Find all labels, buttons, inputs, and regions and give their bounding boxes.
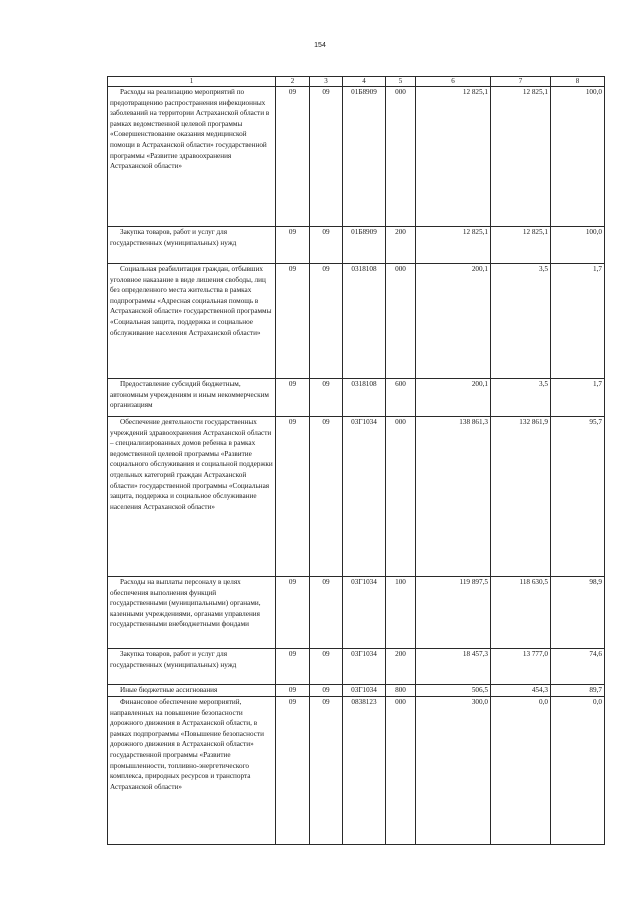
cell-approved: 119 897,5 [416,577,491,649]
cell-section: 09 [276,417,310,577]
cell-approved: 506,5 [416,685,491,697]
cell-subsection: 09 [310,577,343,649]
cell-target-article: 03Г1034 [343,649,386,685]
cell-section: 09 [276,264,310,379]
row-name: Предоставление субсидий бюджетным, автономным учреждениям и иным некоммерческим организациям [108,379,276,417]
cell-subsection: 09 [310,649,343,685]
cell-target-article: 03Г1034 [343,685,386,697]
cell-expense-type: 600 [386,379,416,417]
cell-subsection: 09 [310,87,343,227]
cell-subsection: 09 [310,379,343,417]
table-row [108,417,605,577]
row-name: Расходы на реализацию мероприятий по предотвращению распространения инфекционных заболеваний на территории Астраханской области в рамках ведомственной целевой программы «Совершенствование оказания медицинской помощи в Астраханской области» государственной программы «Развитие здравоохранения Астраханской области» [108,87,276,227]
table-row [108,697,605,845]
column-number-row [108,77,605,87]
cell-percent: 95,7 [551,417,605,577]
cell-approved: 138 861,3 [416,417,491,577]
cell-target-article: 03Г1034 [343,417,386,577]
table-row [108,264,605,379]
column-header: 1 [108,77,276,87]
column-header: 4 [343,77,386,87]
cell-executed: 118 630,5 [491,577,551,649]
cell-percent: 100,0 [551,227,605,264]
cell-expense-type: 000 [386,264,416,379]
cell-target-article: 01Б8909 [343,227,386,264]
cell-approved: 12 825,1 [416,227,491,264]
table-row [108,649,605,685]
cell-expense-type: 000 [386,697,416,845]
cell-approved: 12 825,1 [416,87,491,227]
cell-section: 09 [276,379,310,417]
cell-target-article: 03Г1034 [343,577,386,649]
cell-expense-type: 100 [386,577,416,649]
table-row [108,87,605,227]
row-name: Финансовое обеспечение мероприятий, направленных на повышение безопасности дорожного движения в Астраханской области, в рамках подпрограммы «Повышение безопасности дорожного движения в Астраханской области» государственной программы «Развитие промышленности, топливно-энергетического комплекса, природных ресурсов и транспорта Астраханской области» [108,697,276,845]
table-row [108,227,605,264]
cell-executed: 13 777,0 [491,649,551,685]
cell-expense-type: 200 [386,227,416,264]
row-name: Социальная реабилитация граждан, отбывших уголовное наказание в виде лишения свободы, лиц без определенного места жительства в рамках подпрограммы «Адресная социальная помощь в Астраханской области» государственной программы «Социальная защита, поддержка и социальное обслуживание населения Астраханской области» [108,264,276,379]
table-row [108,577,605,649]
cell-subsection: 09 [310,264,343,379]
cell-percent: 100,0 [551,87,605,227]
cell-approved: 300,0 [416,697,491,845]
row-name: Расходы на выплаты персоналу в целях обеспечения выполнения функций государственными (муниципальными) органами, казенными учреждениями, органами управления государственными внебюджетными фондами [108,577,276,649]
cell-percent: 74,6 [551,649,605,685]
cell-section: 09 [276,649,310,685]
column-header: 3 [310,77,343,87]
cell-executed: 12 825,1 [491,87,551,227]
cell-expense-type: 000 [386,417,416,577]
row-name: Обеспечение деятельности государственных учреждений здравоохранения Астраханской области – специализированных домов ребенка в рамках ведомственной целевой программы «Развитие социального обслуживания и социальной поддержки отдельных категорий граждан Астраханской области» государственной программы «Социальная защита, поддержка и социальное обслуживание населения Астраханской области» [108,417,276,577]
row-name: Закупка товаров, работ и услуг для государственных (муниципальных) нужд [108,649,276,685]
cell-section: 09 [276,87,310,227]
column-header: 8 [551,77,605,87]
table-row [108,379,605,417]
cell-executed: 12 825,1 [491,227,551,264]
cell-approved: 200,1 [416,264,491,379]
cell-section: 09 [276,685,310,697]
cell-expense-type: 800 [386,685,416,697]
table-row [108,685,605,697]
cell-executed: 132 861,9 [491,417,551,577]
column-header: 2 [276,77,310,87]
column-header: 6 [416,77,491,87]
cell-target-article: 0838123 [343,697,386,845]
cell-percent: 89,7 [551,685,605,697]
cell-expense-type: 000 [386,87,416,227]
cell-approved: 200,1 [416,379,491,417]
page-number: 154 [314,42,326,49]
cell-subsection: 09 [310,417,343,577]
budget-table [107,76,605,845]
cell-executed: 3,5 [491,264,551,379]
cell-target-article: 0318108 [343,264,386,379]
cell-percent: 98,9 [551,577,605,649]
row-name: Закупка товаров, работ и услуг для государственных (муниципальных) нужд [108,227,276,264]
cell-subsection: 09 [310,697,343,845]
cell-percent: 1,7 [551,264,605,379]
cell-target-article: 0318108 [343,379,386,417]
cell-subsection: 09 [310,685,343,697]
cell-subsection: 09 [310,227,343,264]
column-header: 5 [386,77,416,87]
cell-section: 09 [276,227,310,264]
cell-approved: 18 457,3 [416,649,491,685]
cell-section: 09 [276,697,310,845]
cell-executed: 0,0 [491,697,551,845]
row-name: Иные бюджетные ассигнования [108,685,276,697]
cell-percent: 1,7 [551,379,605,417]
column-header: 7 [491,77,551,87]
cell-target-article: 01Б8909 [343,87,386,227]
cell-percent: 0,0 [551,697,605,845]
cell-executed: 3,5 [491,379,551,417]
cell-section: 09 [276,577,310,649]
cell-expense-type: 200 [386,649,416,685]
cell-executed: 454,3 [491,685,551,697]
